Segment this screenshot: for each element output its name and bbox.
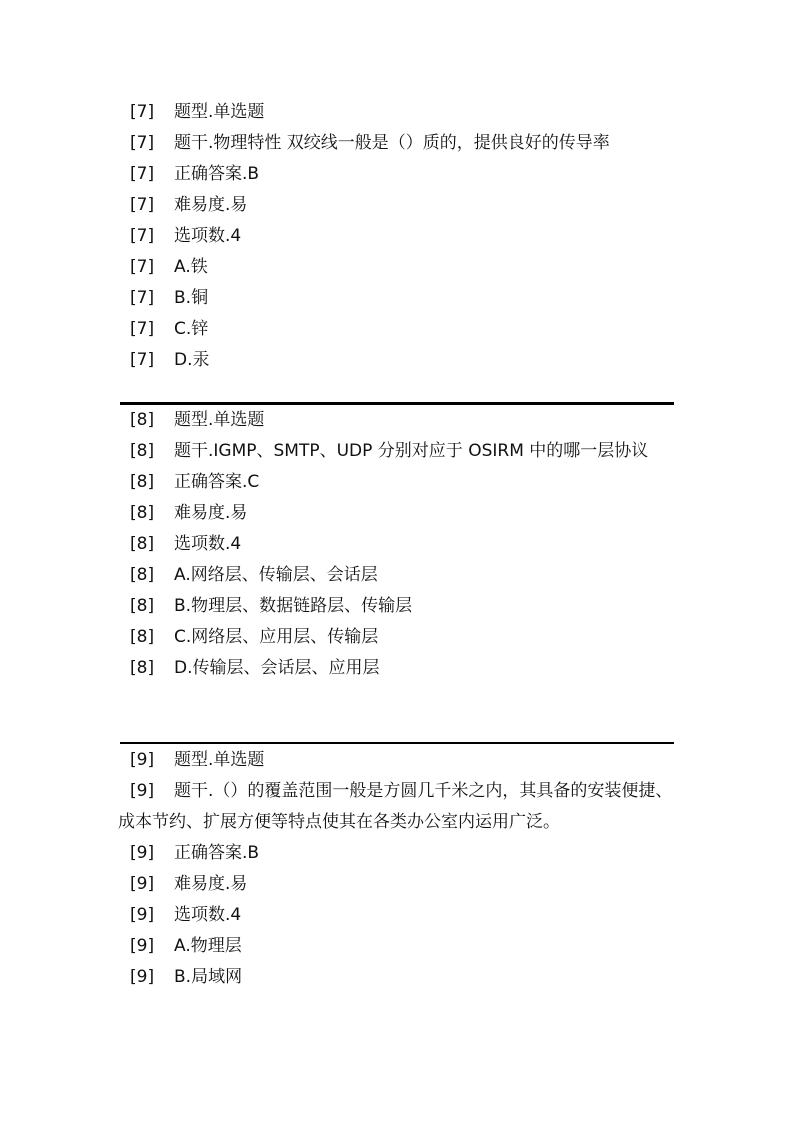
section-divider [120,742,674,744]
q7-line: [7] D.汞 [130,350,210,370]
q9-line: [9] 难易度.易 [130,874,248,894]
q7-line: [7] C.锌 [130,319,209,339]
q7-line: [7] 题型.单选题 [130,102,265,122]
q8-line: [8] 难易度.易 [130,503,248,523]
q8-line: [8] 题型.单选题 [130,410,265,430]
q7-line: [7] A.铁 [130,257,208,277]
q8-line: [8] B.物理层、数据链路层、传输层 [130,596,413,616]
q9-line: [9] 选项数.4 [130,905,242,925]
q9-line: [9] 正确答案.B [130,843,260,863]
q8-line: [8] 选项数.4 [130,534,242,554]
question-8 [118,405,674,684]
q8-line: [8] D.传输层、会话层、应用层 [130,658,380,678]
q8-stem: [8] 题干.IGMP、SMTP、UDP 分别对应于 OSIRM 中的哪一层协议 [130,441,649,461]
question-9 [118,745,674,993]
q9-line: [9] B.局域网 [130,967,243,987]
q8-line: [8] A.网络层、传输层、会话层 [130,565,378,585]
question-7 [118,97,674,376]
q7-line: [7] B.铜 [130,288,209,308]
q8-line: [8] C.网络层、应用层、传输层 [130,627,379,647]
q9-line: [9] 题型.单选题 [130,750,265,770]
q9-line: [9] A.物理层 [130,936,242,956]
q7-line: [7] 选项数.4 [130,226,242,246]
q7-line: [7] 难易度.易 [130,195,248,215]
q7-line: [7] 题干.物理特性 双绞线一般是（）质的，提供良好的传导率 [130,133,610,153]
q9-stem: [9] 题干.（）的覆盖范围一般是方圆几千米之内，其具备的安装便捷、成本节约、扩展方便等特点使其在各类办公室内运用广泛。 [118,781,673,832]
q7-line: [7] 正确答案.B [130,164,260,184]
q8-line: [8] 正确答案.C [130,472,260,492]
